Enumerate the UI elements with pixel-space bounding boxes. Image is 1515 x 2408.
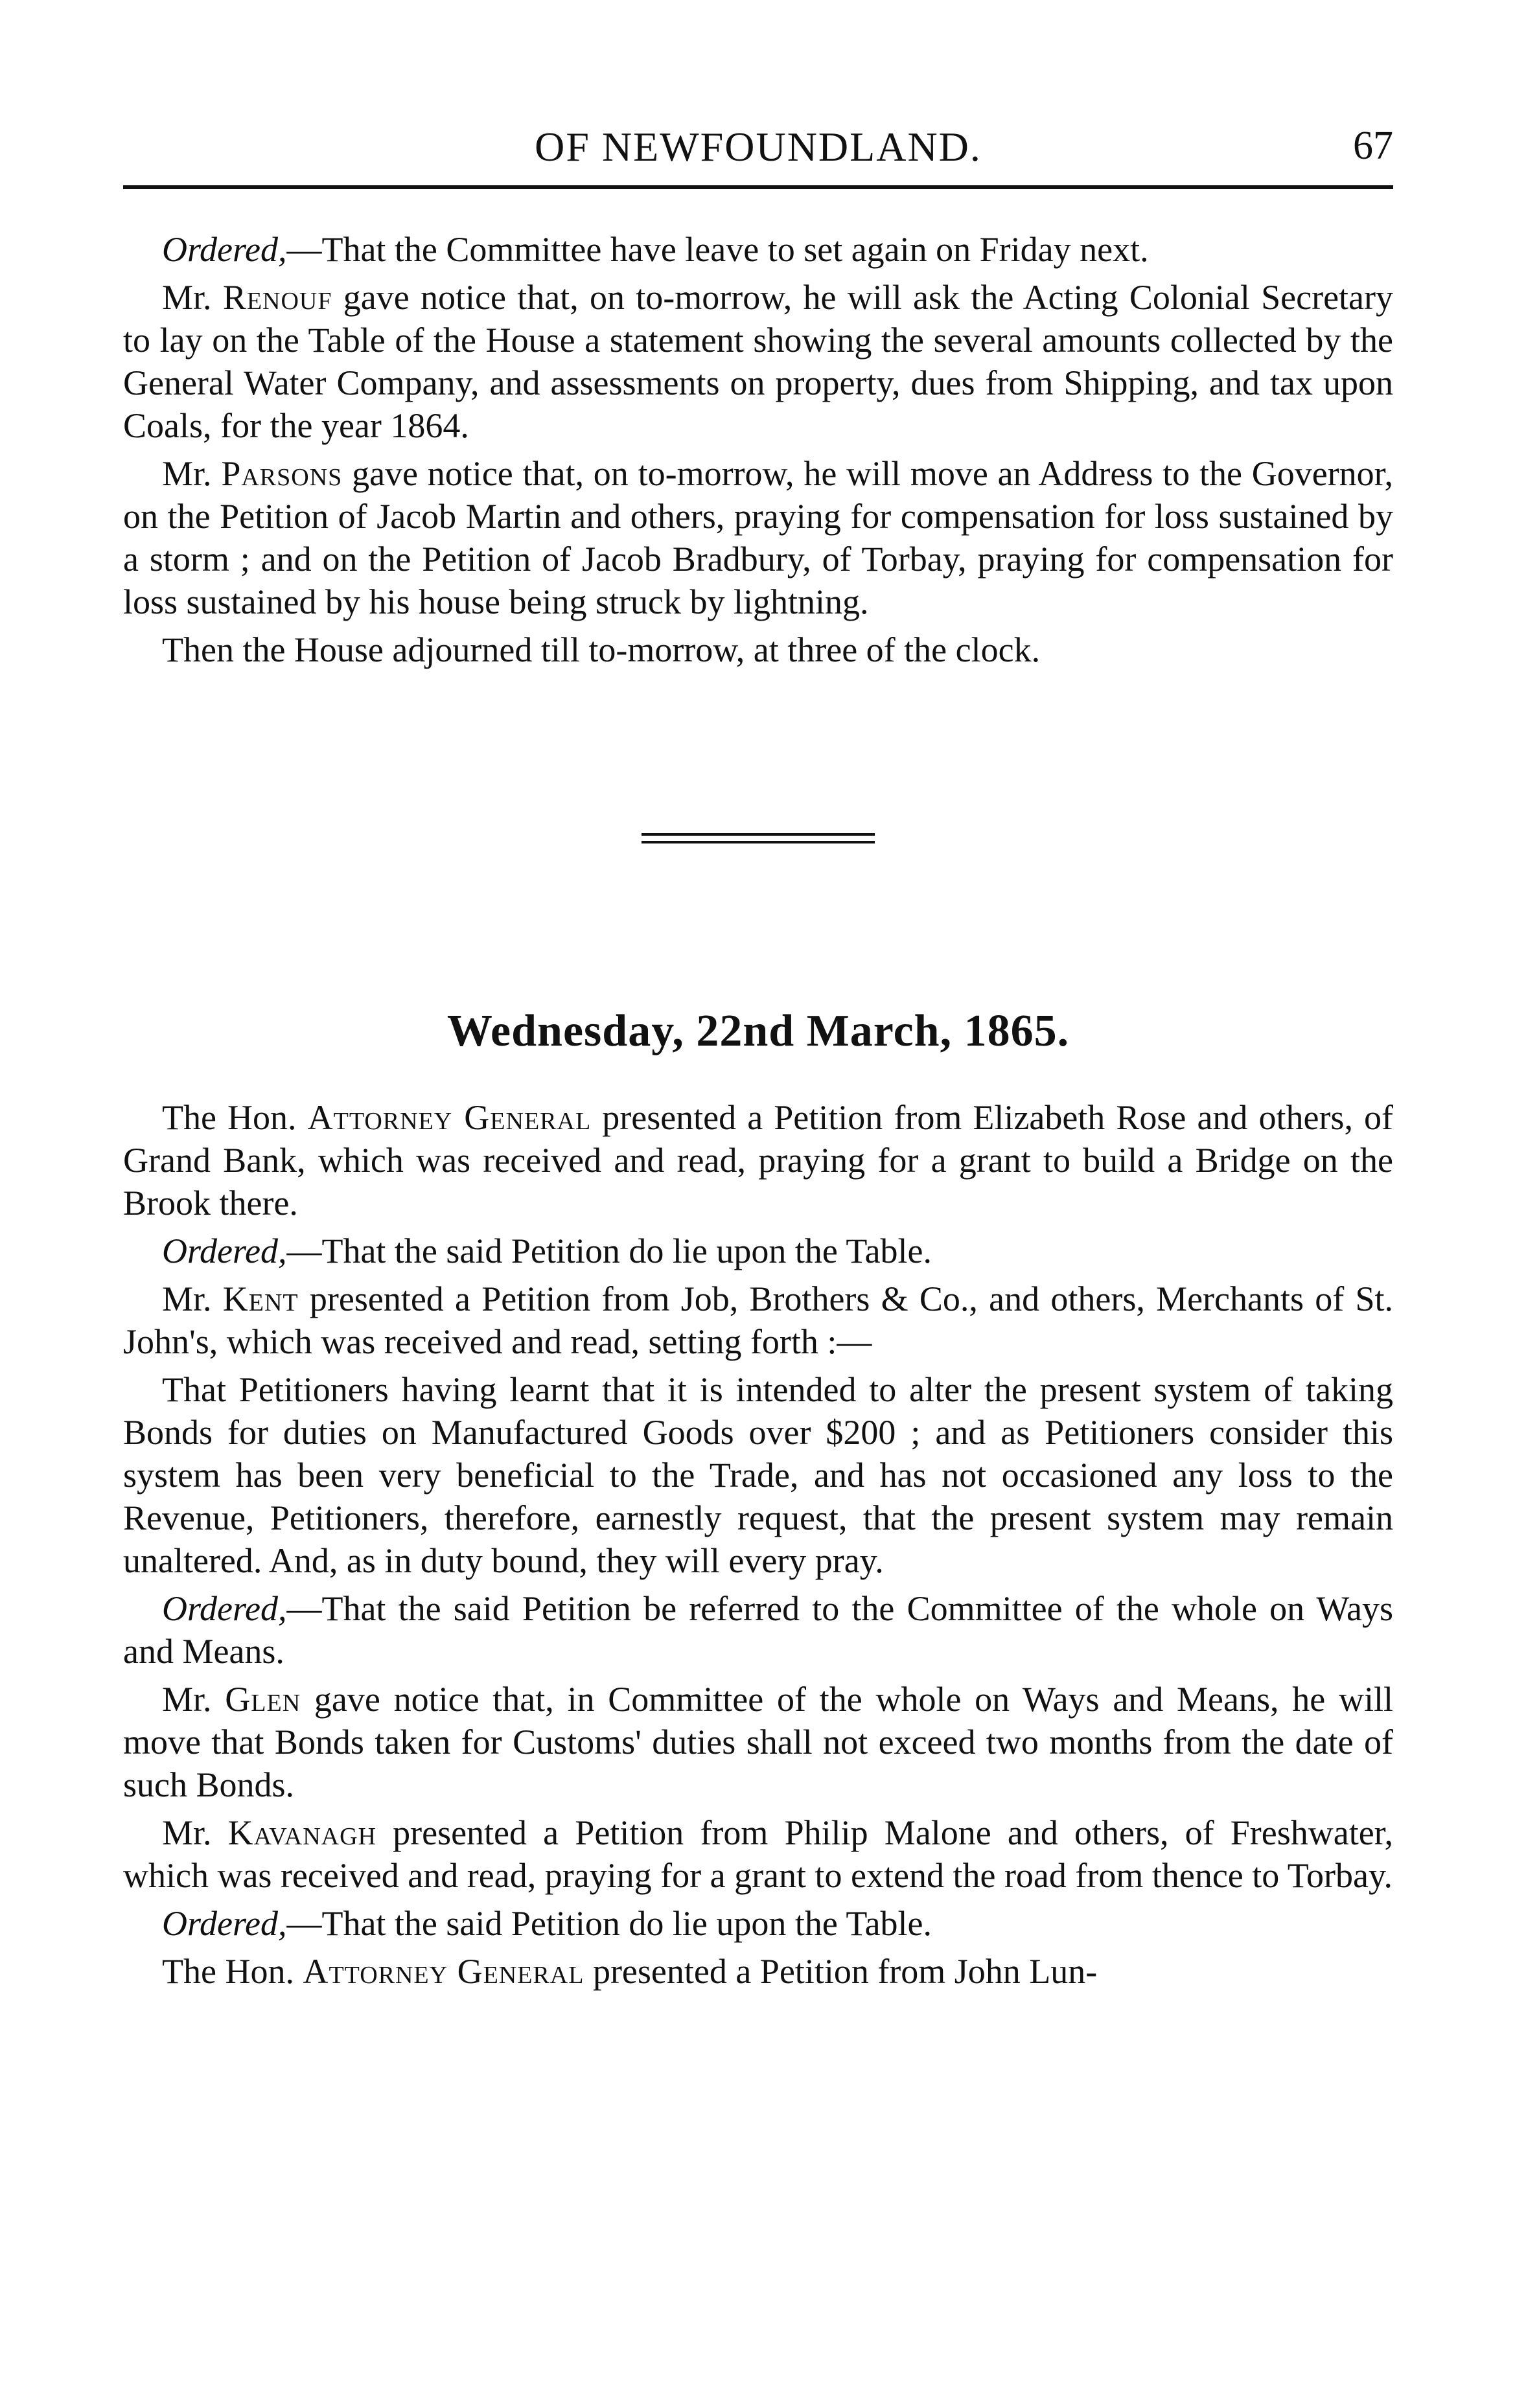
paragraph-text: Then the House adjourned till to-morrow, at three of the clock. (162, 630, 1041, 669)
header-rule (123, 185, 1393, 189)
running-title: OF NEWFOUNDLAND. (535, 124, 982, 170)
member-name: Renouf (222, 278, 332, 317)
paragraph-lead: Ordered, (162, 1589, 287, 1628)
paragraph (123, 628, 1393, 671)
member-name: Attorney General (307, 1098, 592, 1137)
paragraph (123, 1368, 1393, 1582)
paragraph (123, 1230, 1393, 1272)
paragraph-text: presented a Petition from Philip Malone and others, of Freshwater, which was received and read, praying for a grant to extend the road from thence to Torbay. (123, 1813, 1393, 1895)
paragraph-text: presented a Petition from John Lun- (584, 1952, 1098, 1991)
paragraph (123, 276, 1393, 447)
page-number: 67 (1353, 124, 1393, 168)
paragraph (123, 452, 1393, 623)
member-name: Attorney General (303, 1952, 584, 1991)
member-name: Kavanagh (227, 1813, 376, 1852)
paragraph-lead: The Hon. (162, 1098, 308, 1137)
paragraph-text: gave notice that, on to-morrow, he will ask the Acting Colonial Secretary to lay on the Table of the House a statement showing the several amounts collected by the General Water Company, and assessments on property, dues from Shipping, and tax upon Coals, for the year 1864. (123, 278, 1393, 445)
paragraph-text: gave notice that, on to-morrow, he will move an Address to the Governor, on the Petition of Jacob Martin and others, praying for compensation for loss sustained by a storm ; and on the Petition of Jacob Bradbury, of Torbay, praying for compensation for loss sustained by his house being struck by lightning. (123, 454, 1393, 621)
paragraph-text: presented a Petition from Job, Brothers & Co., and others, Merchants of St. John's, which was received and read, setting forth :— (123, 1279, 1393, 1361)
paragraph-lead: Ordered, (162, 1904, 287, 1943)
paragraph-text: presented a Petition from Elizabeth Rose and others, of Grand Bank, which was received and read, praying for a grant to build a Bridge on the Brook there. (123, 1098, 1394, 1222)
paragraph-lead: The Hon. (162, 1952, 303, 1991)
divider-line (642, 841, 875, 843)
paragraph-lead: Mr. (162, 454, 222, 493)
paragraph (123, 228, 1393, 271)
paragraph-lead: Ordered, (162, 1232, 287, 1270)
paragraph (123, 1587, 1393, 1673)
paragraph (123, 1902, 1393, 1945)
member-name: Kent (222, 1279, 299, 1318)
paragraph (123, 1678, 1393, 1806)
paragraph-text: —That the Committee have leave to set again on Friday next. (286, 230, 1149, 269)
paragraph-lead: Mr. (162, 1680, 226, 1719)
paragraph (123, 1950, 1393, 1993)
member-name: Parsons (221, 454, 343, 493)
divider-line (642, 833, 875, 836)
page-header (123, 110, 1393, 181)
paragraph-lead: Mr. (162, 1813, 228, 1852)
paragraph (123, 1811, 1393, 1897)
paragraph-text: —That the said Petition be referred to the Committee of the whole on Ways and Means. (123, 1589, 1393, 1671)
section-wednesday (123, 1096, 1393, 1993)
paragraph (123, 1096, 1393, 1224)
paragraph-text: —That the said Petition do lie upon the Table. (286, 1232, 932, 1270)
document-page (123, 110, 1393, 1993)
date-heading: Wednesday, 22nd March, 1865. (446, 1006, 1070, 1056)
section-previous-day (123, 228, 1393, 671)
paragraph-lead: Mr. (162, 1279, 223, 1318)
paragraph-lead: Mr. (162, 278, 223, 317)
paragraph-lead: Ordered, (162, 230, 287, 269)
paragraph (123, 1278, 1393, 1363)
paragraph-text: —That the said Petition do lie upon the Table. (286, 1904, 932, 1943)
member-name: Glen (225, 1680, 301, 1719)
section-divider (642, 833, 875, 843)
paragraph-text: gave notice that, in Committee of the whole on Ways and Means, he will move that Bonds taken for Customs' duties shall not exceed two months from the date of such Bonds. (123, 1680, 1393, 1804)
paragraph-text: That Petitioners having learnt that it is intended to alter the present system of taking Bonds for duties on Manufactured Goods over $200 ; and as Petitioners consider this system has been very beneficial to the Trade, and has not occasioned any loss to the Revenue, Petitioners, therefore, earnestly request, that the present system may remain unaltered. And, as in duty bound, they will every pray. (123, 1370, 1393, 1580)
